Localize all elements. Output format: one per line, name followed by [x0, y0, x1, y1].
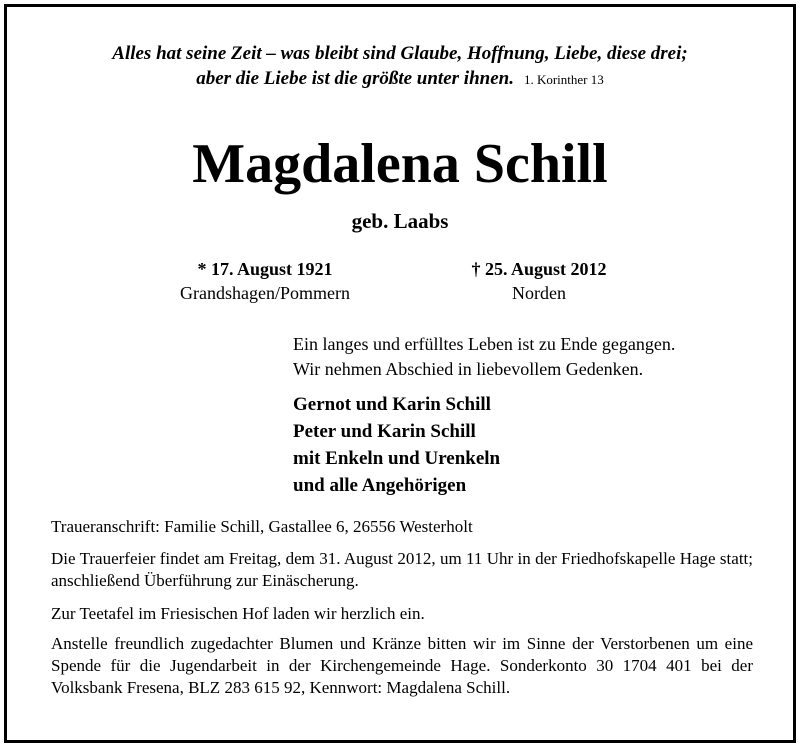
mourner: mit Enkeln und Urenkeln: [293, 448, 501, 469]
donation-request: Anstelle freundlich zugedachter Blumen und Kränze bitten wir im Sinne der Verstorbenen um eine Spende für die Jugendarbeit in der Kirchengemeinde Hage. Sonderkonto 30 1704 401 bei der Volksbank Fresena, BLZ 283 615 92, Kennwort: Magdalena Schill.: [51, 634, 753, 697]
farewell-message: [293, 332, 675, 382]
maiden-name: geb. Laabs: [351, 209, 449, 233]
quote-reference: 1. Korinther 13: [523, 72, 604, 87]
quote-line-2: [7, 66, 793, 92]
birth-info: [145, 257, 385, 305]
death-place: Norden: [512, 283, 566, 303]
deceased-name: Magdalena Schill: [192, 133, 608, 195]
mourners-list: [293, 391, 500, 499]
funeral-service-info: Die Trauerfeier findet am Freitag, dem 31. August 2012, um 11 Uhr in der Friedhofskapelle Hage statt; anschließend Überführung zur Einäscherung.: [51, 549, 753, 590]
birth-place: Grandshagen/Pommern: [180, 283, 350, 303]
death-date: † 25. August 2012: [471, 259, 607, 279]
message-line-1: Ein langes und erfülltes Leben ist zu Ende gegangen.: [293, 334, 676, 354]
mourning-address: Traueranschrift: Familie Schill, Gastallee 6, 26556 Westerholt: [51, 517, 473, 536]
message-line-2: Wir nehmen Abschied in liebevollem Gedenken.: [293, 359, 644, 379]
mourner: Gernot und Karin Schill: [293, 394, 491, 415]
obituary-notice: [4, 4, 796, 743]
quote-line-2-text: aber die Liebe ist die größte unter ihnen.: [196, 68, 514, 89]
quote-line-1: Alles hat seine Zeit – was bleibt sind Glaube, Hoffnung, Liebe, diese drei;: [112, 43, 688, 64]
birth-date: * 17. August 1921: [197, 259, 333, 279]
death-info: [419, 257, 659, 305]
bible-quote: [7, 41, 793, 92]
tea-invitation: Zur Teetafel im Friesischen Hof laden wir herzlich ein.: [51, 604, 425, 623]
mourner: Peter und Karin Schill: [293, 421, 476, 442]
mourner: und alle Angehörigen: [293, 475, 467, 496]
